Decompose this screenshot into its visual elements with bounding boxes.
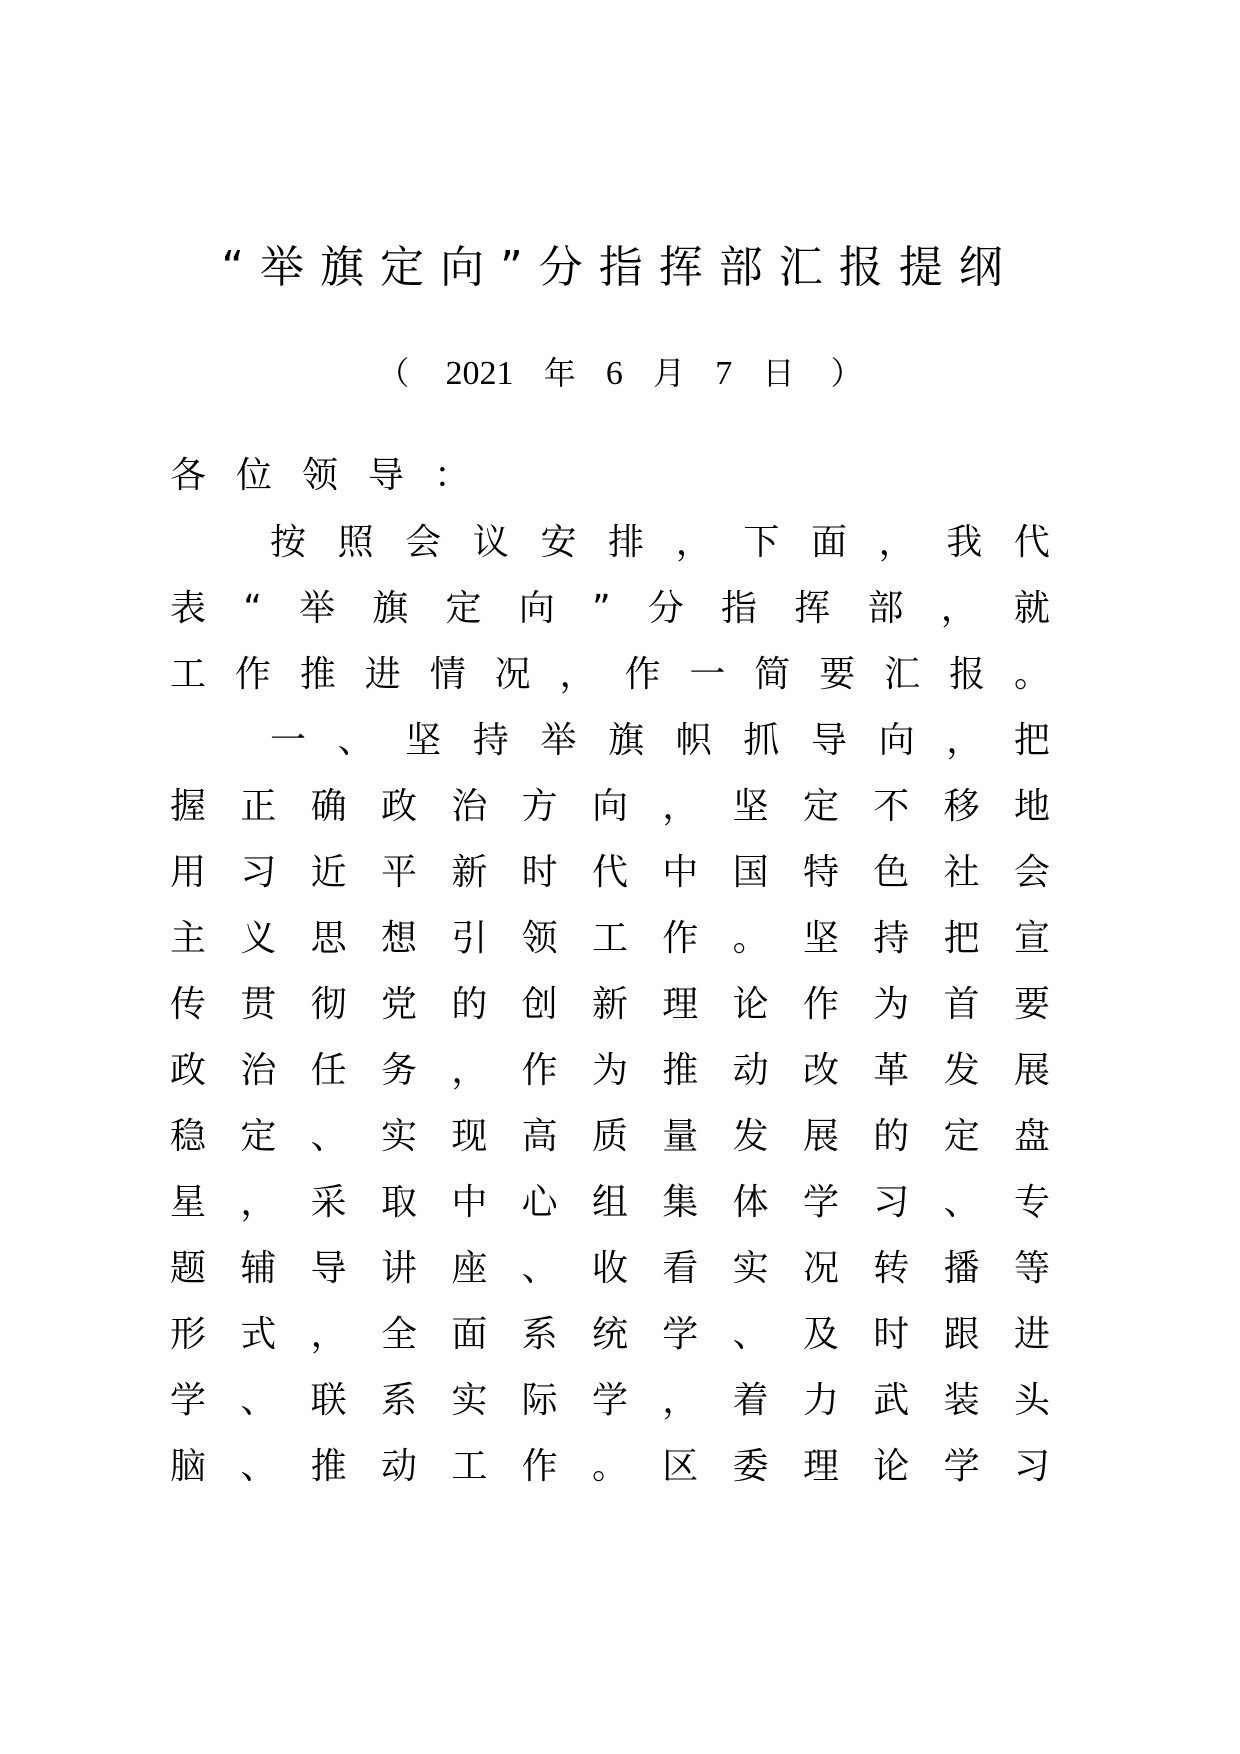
document-title: “举旗定向”分指挥部汇报提纲 [221, 242, 1019, 293]
date-day-unit: 日 [762, 354, 795, 392]
date-month: 6 [605, 355, 623, 392]
date-month-unit: 月 [653, 354, 686, 392]
text-line: 脑 、 推 动 工 作 。 区 委 理 论 学 习 [170, 1446, 1050, 1487]
text-line: 传 贯 彻 党 的 创 新 理 论 作 为 首 要 [170, 984, 1050, 1025]
date-day: 7 [715, 355, 733, 392]
text-line: 政 治 任 务 ， 作 为 推 动 改 革 发 展 [170, 1050, 1050, 1091]
text-line: 稳 定 、 实 现 高 质 量 发 展 的 定 盘 [170, 1116, 1050, 1157]
text-line: 用 习 近 平 新 时 代 中 国 特 色 社 会 [170, 852, 1050, 893]
text-line: 形 式 ， 全 面 系 统 学 、 及 时 跟 进 [170, 1314, 1050, 1355]
text-line: 表 “ 举 旗 定 向 ” 分 指 挥 部 ， 就 [170, 588, 1050, 629]
date-year-unit: 年 [543, 354, 576, 392]
text-line: 主 义 思 想 引 领 工 作 。 坚 持 把 宣 [170, 918, 1050, 959]
text-line: 工 作 推 进 情 况 ， 作 一 简 要 汇 报 。 [170, 654, 1050, 695]
date-open-paren: （ [377, 354, 410, 392]
date-year: 2021 [445, 355, 514, 392]
date-close-paren: ） [830, 354, 863, 392]
text-line: 学 、 联 系 实 际 学 ， 着 力 武 装 头 [170, 1380, 1050, 1421]
text-line: 一 、 坚 持 举 旗 帜 抓 导 向 ， 把 [270, 720, 1050, 761]
text-line: 握 正 确 政 治 方 向 ， 坚 定 不 移 地 [170, 786, 1050, 827]
text-line: 题 辅 导 讲 座 、 收 看 实 况 转 播 等 [170, 1248, 1050, 1289]
text-line: 星 ， 采 取 中 心 组 集 体 学 习 、 专 [170, 1182, 1050, 1223]
salutation: 各位领导： [170, 455, 501, 496]
text-line: 按 照 会 议 安 排 ， 下 面 ， 我 代 [270, 522, 1050, 563]
report-date [150, 348, 1090, 399]
body-text [170, 510, 1050, 1500]
